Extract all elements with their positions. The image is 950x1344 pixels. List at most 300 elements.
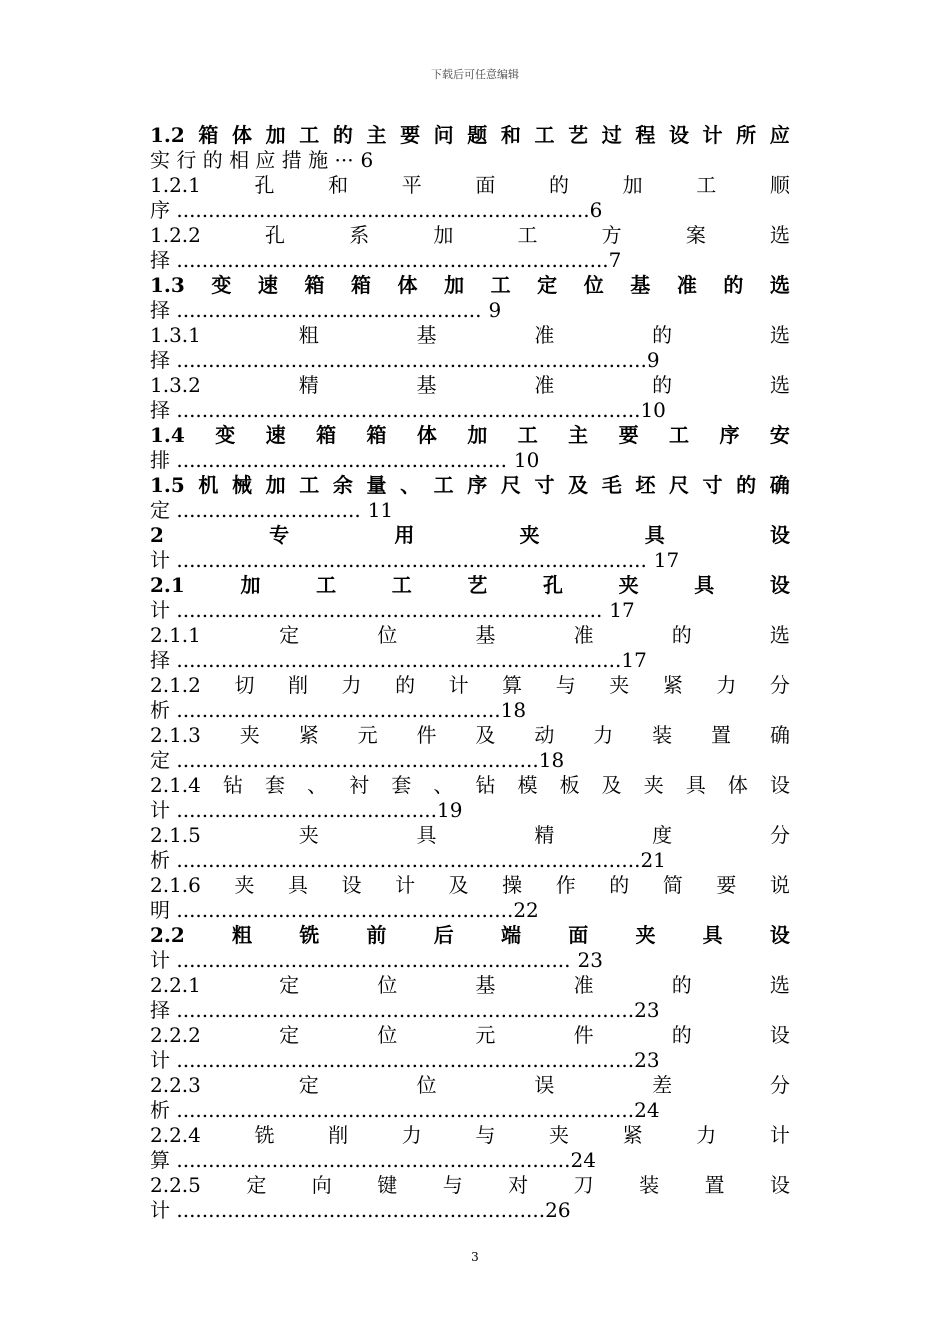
toc-entry-leader-line <box>150 348 790 373</box>
toc-entry-title-char: 和 <box>500 123 521 147</box>
toc-entry-title-char: 度 <box>652 823 673 847</box>
toc-entry[interactable] <box>150 1073 790 1123</box>
toc-entry-title-char: 具 <box>685 773 706 797</box>
toc-entry-number: 1.2 <box>150 123 185 147</box>
toc-entry-title-char: 削 <box>287 673 308 697</box>
toc-entry-page: 10 <box>640 398 666 422</box>
toc-entry-title-char: 的 <box>609 873 630 897</box>
toc-entry-title-char: 铣 <box>299 923 320 947</box>
toc-entry-title-char: 准 <box>573 623 594 647</box>
toc-entry-title-char: 主 <box>568 423 589 447</box>
toc-entry-title-char: 体 <box>397 273 418 297</box>
toc-entry-title-char: 基 <box>475 623 496 647</box>
toc-entry-leader-line <box>150 498 790 523</box>
toc-entry-leader-line <box>150 298 790 323</box>
toc-entry-title-char: 与 <box>475 1123 496 1147</box>
toc-entry-page: 10 <box>513 448 540 472</box>
toc-entry-title-char: 及 <box>475 723 496 747</box>
toc-entry-leader: 序 ................................................................. <box>150 198 590 222</box>
toc-entry-title-line <box>150 1023 790 1048</box>
toc-entry-title-char: 变 <box>215 423 236 447</box>
toc-entry-leader-line <box>150 848 790 873</box>
toc-entry-title-char: 及 <box>568 473 589 497</box>
toc-entry-number: 2.1.3 <box>150 723 201 747</box>
toc-entry[interactable] <box>150 673 790 723</box>
toc-entry-title-char: 设 <box>769 1023 790 1047</box>
toc-entry-title-char: 具 <box>416 823 437 847</box>
toc-entry-number: 1.3.2 <box>150 373 201 397</box>
toc-entry-title-char: 工 <box>391 573 412 597</box>
toc-entry-leader: 计 .............................................................. <box>150 948 571 972</box>
toc-entry-title-line <box>150 273 790 298</box>
toc-entry-title-line <box>150 1073 790 1098</box>
toc-entry-number: 1.5 <box>150 473 185 497</box>
toc-entry-title-char: 加 <box>240 573 261 597</box>
toc-entry-leader-line <box>150 548 790 573</box>
toc-entry-title-char: 速 <box>257 273 278 297</box>
toc-entry-title-char: 序 <box>467 473 488 497</box>
toc-entry-title-char: 主 <box>366 123 387 147</box>
toc-entry-title-char: 坯 <box>635 473 656 497</box>
toc-entry-title-char: 方 <box>601 223 622 247</box>
toc-entry-leader: 算 .............................................................. <box>150 1148 571 1172</box>
toc-entry[interactable] <box>150 523 790 573</box>
toc-entry-title-line <box>150 473 790 498</box>
toc-entry-page: 23 <box>634 998 660 1022</box>
toc-entry-number: 2.2.5 <box>150 1173 201 1197</box>
toc-entry[interactable] <box>150 373 790 423</box>
toc-entry-title-char: 工 <box>299 473 320 497</box>
toc-entry-title-line <box>150 423 790 448</box>
toc-entry-title-char: 与 <box>442 1173 463 1197</box>
toc-entry-title-line <box>150 123 790 148</box>
toc-entry-title-char: 孔 <box>265 223 286 247</box>
toc-entry-title-char: 对 <box>508 1173 529 1197</box>
toc-entry[interactable] <box>150 173 790 223</box>
toc-entry-leader-line <box>150 1048 790 1073</box>
toc-entry-title-char: 力 <box>696 1123 717 1147</box>
toc-entry-leader: 实 行 的 相 应 措 施 ··· <box>150 148 354 172</box>
toc-entry-number: 2.1.4 <box>150 773 201 797</box>
toc-entry-title-char: 基 <box>630 273 651 297</box>
toc-entry-title-char: 面 <box>568 923 589 947</box>
toc-entry-title-char: 变 <box>211 273 232 297</box>
toc-entry-title-char: 量 <box>366 473 387 497</box>
toc-entry-leader: 择 .......................................................................... <box>150 348 647 372</box>
toc-entry-page: 6 <box>360 148 374 172</box>
toc-entry-title-char: 孔 <box>254 173 275 197</box>
toc-entry[interactable] <box>150 723 790 773</box>
toc-entry-leader: 择 ...................................................................... <box>150 648 622 672</box>
toc-entry-page: 17 <box>653 548 680 572</box>
toc-entry-number: 1.3.1 <box>150 323 201 347</box>
toc-entry-page: 17 <box>621 648 647 672</box>
toc-entry-title-char: 夹 <box>609 673 630 697</box>
toc-entry-title-char: 基 <box>416 323 437 347</box>
page-header: 下载后可任意编辑 <box>431 68 519 81</box>
toc-entry-leader-line <box>150 248 790 273</box>
toc-entry-title-char: 箱 <box>366 423 387 447</box>
toc-entry-title-char: 的 <box>723 273 744 297</box>
toc-entry-page: 18 <box>500 698 527 722</box>
toc-entry-leader: 析 ................................................... <box>150 698 501 722</box>
toc-entry-title-char: 装 <box>639 1173 660 1197</box>
toc-entry-title-char: 加 <box>433 223 454 247</box>
toc-entry-title-char: 用 <box>394 523 415 547</box>
toc-entry-title-line <box>150 573 790 598</box>
toc-entry-title-char: 应 <box>769 123 790 147</box>
toc-entry-title-char: 计 <box>702 123 723 147</box>
toc-entry-leader-line <box>150 1148 790 1173</box>
toc-entry-title-char: 工 <box>517 223 538 247</box>
toc-entry-title-char: 夹 <box>643 773 664 797</box>
toc-entry-title-char: 箱 <box>304 273 325 297</box>
toc-entry-title-char: 衬 <box>349 773 370 797</box>
toc-entry[interactable] <box>150 823 790 873</box>
toc-entry-title-char: 操 <box>502 873 523 897</box>
toc-entry-title-char: 位 <box>583 273 604 297</box>
toc-entry-title-char: 平 <box>401 173 422 197</box>
toc-entry-page: 22 <box>513 898 539 922</box>
toc-entry-title-char: 加 <box>467 423 488 447</box>
toc-entry-title-char: 紧 <box>298 723 319 747</box>
toc-entry-title-char: 设 <box>769 523 790 547</box>
toc-entry[interactable] <box>150 1023 790 1073</box>
toc-entry[interactable] <box>150 473 790 523</box>
toc-entry-title-char: 要 <box>716 873 737 897</box>
toc-entry-title-char: 夹 <box>239 723 260 747</box>
toc-entry-title-char: 设 <box>769 1173 790 1197</box>
toc-entry-page: 17 <box>609 598 635 622</box>
toc-entry-title-char: 夹 <box>549 1123 570 1147</box>
toc-entry-title-char: 计 <box>769 1123 790 1147</box>
toc-entry-title-char: 定 <box>298 1073 319 1097</box>
toc-entry-title-char: 机 <box>198 473 219 497</box>
toc-entry[interactable] <box>150 423 790 473</box>
toc-entry-title-char: 置 <box>711 723 732 747</box>
toc-entry-title-char: 的 <box>671 973 692 997</box>
toc-entry-title-char: 安 <box>769 423 790 447</box>
toc-entry-leader-line <box>150 698 790 723</box>
toc-entry-title-char: 的 <box>332 123 353 147</box>
toc-entry-title-char: 定 <box>279 1023 300 1047</box>
toc-entry-title-char: 工 <box>299 123 320 147</box>
toc-entry-title-char: 钻 <box>222 773 243 797</box>
toc-entry-title-char: 设 <box>341 873 362 897</box>
toc-entry-leader-line <box>150 148 790 173</box>
toc-entry-title-char: 力 <box>716 673 737 697</box>
toc-entry-title-char: 力 <box>401 1123 422 1147</box>
toc-entry-title-char: 力 <box>341 673 362 697</box>
toc-entry-title-char: 程 <box>635 123 656 147</box>
toc-entry-title-line <box>150 923 790 948</box>
toc-entry-page: 26 <box>545 1198 571 1222</box>
toc-entry-title-char: 夹 <box>234 873 255 897</box>
page-number: 3 <box>471 1250 479 1264</box>
toc-entry-title-char: 紧 <box>622 1123 643 1147</box>
toc-entry-title-char: 选 <box>769 973 790 997</box>
toc-entry-title-char: 设 <box>769 773 790 797</box>
toc-entry-leader: 明 ..................................................... <box>150 898 514 922</box>
toc-entry-title-char: 的 <box>549 173 570 197</box>
toc-entry-title-char: 套 <box>265 773 286 797</box>
toc-entry-leader: 定 ............................. <box>150 498 361 522</box>
toc-entry-leader-line <box>150 648 790 673</box>
toc-entry-title-char: 准 <box>573 973 594 997</box>
toc-entry-title-line <box>150 623 790 648</box>
toc-entry-title-char: 说 <box>769 873 790 897</box>
toc-entry[interactable] <box>150 973 790 1023</box>
toc-entry-title-char: 位 <box>416 1073 437 1097</box>
toc-entry-leader-line <box>150 998 790 1023</box>
toc-entry-title-char: 基 <box>416 373 437 397</box>
toc-entry-title-char: 设 <box>668 123 689 147</box>
toc-entry-title-char: 面 <box>475 173 496 197</box>
toc-entry-title-line <box>150 973 790 998</box>
toc-entry-title-char: 箱 <box>198 123 219 147</box>
toc-entry-title-char: 工 <box>517 423 538 447</box>
toc-entry[interactable] <box>150 573 790 623</box>
toc-entry-title-line <box>150 1173 790 1198</box>
toc-entry-leader-line <box>150 1198 790 1223</box>
toc-entry-title-char: 铣 <box>254 1123 275 1147</box>
toc-entry-title-char: 的 <box>671 1023 692 1047</box>
toc-entry-leader-line <box>150 948 790 973</box>
toc-entry-leader-line <box>150 198 790 223</box>
toc-entry-title-char: 套 <box>391 773 412 797</box>
toc-entry-title-char: 及 <box>448 873 469 897</box>
toc-entry-title-char: 定 <box>246 1173 267 1197</box>
toc-entry-title-line <box>150 673 790 698</box>
toc-entry-title-char: 装 <box>652 723 673 747</box>
toc-entry-title-char: 元 <box>357 723 378 747</box>
toc-entry-title-char: 基 <box>475 973 496 997</box>
toc-entry-page: 6 <box>589 198 603 222</box>
toc-entry-number: 2.2.4 <box>150 1123 201 1147</box>
toc-entry-title-char: 工 <box>433 473 454 497</box>
toc-entry-number: 2.2.2 <box>150 1023 201 1047</box>
toc-entry-title-char: 分 <box>769 823 790 847</box>
toc-entry-title-char: 和 <box>328 173 349 197</box>
toc-entry-title-char: 箱 <box>350 273 371 297</box>
toc-entry[interactable] <box>150 123 790 173</box>
toc-entry-title-char: 艺 <box>467 573 488 597</box>
toc-entry-leader: 排 .................................................... <box>150 448 507 472</box>
toc-entry-title-char: 余 <box>332 473 353 497</box>
toc-entry-leader: 定 ......................................................... <box>150 748 539 772</box>
toc-entry-leader: 计 .......................................................... <box>150 1198 546 1222</box>
toc-entry-title-line <box>150 873 790 898</box>
table-of-contents <box>150 123 790 1223</box>
toc-entry-title-char: 工 <box>696 173 717 197</box>
toc-entry-title-char: 紧 <box>662 673 683 697</box>
toc-entry-title-char: 尺 <box>668 473 689 497</box>
toc-entry[interactable] <box>150 873 790 923</box>
toc-entry-title-char: 位 <box>377 623 398 647</box>
toc-entry-title-char: 位 <box>377 973 398 997</box>
toc-entry-title-char: 所 <box>736 123 757 147</box>
toc-entry-title-char: 艺 <box>568 123 589 147</box>
toc-entry-title-char: 定 <box>279 623 300 647</box>
toc-entry-title-char: 前 <box>366 923 387 947</box>
toc-entry-title-char: 加 <box>265 123 286 147</box>
toc-entry-leader: 计 .......................................................................... <box>150 548 647 572</box>
toc-entry-number: 1.3 <box>150 273 185 297</box>
toc-entry-leader-line <box>150 798 790 823</box>
toc-entry-title-line <box>150 1123 790 1148</box>
toc-entry-number: 2.1.2 <box>150 673 201 697</box>
toc-entry-number: 2 <box>150 523 164 547</box>
toc-entry-title-char: 系 <box>349 223 370 247</box>
toc-entry-title-char: 具 <box>694 573 715 597</box>
toc-entry-title-char: 粗 <box>298 323 319 347</box>
toc-entry-title-char: 准 <box>534 373 555 397</box>
toc-entry-title-char: 动 <box>534 723 555 747</box>
toc-entry-title-char: 简 <box>662 873 683 897</box>
toc-entry[interactable] <box>150 323 790 373</box>
toc-entry-title-char: 工 <box>534 123 555 147</box>
toc-entry-title-char: 工 <box>669 423 690 447</box>
toc-entry-title-char: 设 <box>769 923 790 947</box>
toc-entry-title-line <box>150 823 790 848</box>
toc-entry-title-char: 专 <box>269 523 290 547</box>
toc-entry-leader: 计 ................................................................... <box>150 598 603 622</box>
toc-entry-leader: 择 ........................................................................ <box>150 998 635 1022</box>
toc-entry-number: 2.1.5 <box>150 823 201 847</box>
toc-entry-title-char: 向 <box>311 1173 332 1197</box>
toc-entry-title-char: 钻 <box>475 773 496 797</box>
toc-entry-leader-line <box>150 598 790 623</box>
toc-entry-title-char: 分 <box>769 1073 790 1097</box>
toc-entry-title-char: 工 <box>316 573 337 597</box>
toc-entry-title-char: 分 <box>769 673 790 697</box>
toc-entry-title-char: 件 <box>573 1023 594 1047</box>
toc-entry-title-char: 加 <box>622 173 643 197</box>
toc-entry-title-char: 、 <box>307 773 328 797</box>
toc-entry-title-char: 、 <box>400 473 421 497</box>
toc-entry-title-char: 具 <box>644 523 665 547</box>
toc-entry-title-line <box>150 223 790 248</box>
toc-entry-title-char: 、 <box>433 773 454 797</box>
toc-entry-title-char: 的 <box>652 323 673 347</box>
toc-entry-page: 18 <box>538 748 565 772</box>
toc-entry-title-char: 准 <box>676 273 697 297</box>
toc-entry-leader: 择 ................................................ <box>150 298 482 322</box>
toc-entry-title-char: 选 <box>769 623 790 647</box>
toc-entry-title-char: 选 <box>769 323 790 347</box>
toc-entry[interactable] <box>150 623 790 673</box>
toc-entry-title-char: 案 <box>685 223 706 247</box>
toc-entry-title-char: 位 <box>377 1023 398 1047</box>
toc-entry-page: 9 <box>646 348 660 372</box>
toc-entry-title-char: 寸 <box>702 473 723 497</box>
toc-entry-title-char: 的 <box>652 373 673 397</box>
toc-entry-title-char: 精 <box>298 373 319 397</box>
toc-entry-page: 19 <box>437 798 463 822</box>
toc-entry-title-char: 粗 <box>232 923 253 947</box>
toc-entry-title-char: 夹 <box>635 923 656 947</box>
toc-entry-number: 2.2 <box>150 923 185 947</box>
toc-entry-title-char: 夹 <box>618 573 639 597</box>
toc-entry-title-char: 夹 <box>519 523 540 547</box>
toc-entry[interactable] <box>150 773 790 823</box>
toc-entry-leader: 析 ......................................................................... <box>150 848 641 872</box>
toc-entry-title-char: 切 <box>234 673 255 697</box>
toc-entry-leader-line <box>150 748 790 773</box>
toc-entry-leader: 计 ......................................... <box>150 798 438 822</box>
toc-entry-number: 1.2.1 <box>150 173 201 197</box>
toc-entry-title-char: 置 <box>704 1173 725 1197</box>
toc-entry-title-char: 算 <box>502 673 523 697</box>
toc-entry-title-char: 孔 <box>543 573 563 597</box>
toc-entry-leader: 择 .................................................................... <box>150 248 609 272</box>
toc-entry-title-char: 题 <box>467 123 488 147</box>
toc-entry-title-char: 精 <box>534 823 555 847</box>
toc-entry-title-line <box>150 323 790 348</box>
toc-entry[interactable] <box>150 223 790 273</box>
toc-entry-title-char: 确 <box>769 473 790 497</box>
toc-entry-title-char: 体 <box>416 423 437 447</box>
toc-entry-number: 1.2.2 <box>150 223 201 247</box>
toc-entry-title-char: 具 <box>702 923 723 947</box>
toc-entry-title-char: 件 <box>416 723 437 747</box>
toc-entry-title-char: 速 <box>265 423 286 447</box>
toc-entry-title-line <box>150 373 790 398</box>
toc-entry-leader-line <box>150 898 790 923</box>
toc-entry-title-char: 准 <box>534 323 555 347</box>
toc-entry-title-char: 后 <box>433 923 454 947</box>
toc-entry-title-char: 板 <box>559 773 580 797</box>
toc-entry-title-char: 加 <box>444 273 465 297</box>
toc-entry-page: 7 <box>608 248 622 272</box>
toc-entry[interactable] <box>150 923 790 973</box>
toc-entry-number: 2.1 <box>150 573 185 597</box>
toc-entry-title-char: 计 <box>395 873 416 897</box>
toc-entry-title-char: 夹 <box>298 823 319 847</box>
toc-entry-page: 23 <box>577 948 603 972</box>
toc-entry-title-char: 毛 <box>601 473 622 497</box>
toc-entry-title-char: 体 <box>727 773 748 797</box>
toc-entry-title-char: 端 <box>500 923 521 947</box>
toc-entry-page: 11 <box>367 498 394 522</box>
toc-entry-title-char: 的 <box>671 623 692 647</box>
toc-entry-title-char: 定 <box>537 273 558 297</box>
toc-entry-title-char: 问 <box>433 123 454 147</box>
toc-entry-title-char: 顺 <box>769 173 790 197</box>
toc-entry-title-char: 设 <box>769 573 790 597</box>
toc-entry[interactable] <box>150 273 790 323</box>
toc-entry-title-line <box>150 523 790 548</box>
toc-entry-page: 24 <box>634 1098 660 1122</box>
toc-entry-title-line <box>150 173 790 198</box>
toc-entry-title-char: 差 <box>652 1073 673 1097</box>
toc-entry-title-char: 的 <box>395 673 416 697</box>
toc-entry-title-char: 力 <box>593 723 614 747</box>
toc-entry-title-char: 误 <box>534 1073 555 1097</box>
toc-entry-title-char: 定 <box>279 973 300 997</box>
toc-entry[interactable] <box>150 1173 790 1223</box>
toc-entry-page: 9 <box>488 298 502 322</box>
toc-entry-title-char: 选 <box>769 273 790 297</box>
toc-entry-title-char: 元 <box>475 1023 496 1047</box>
toc-entry-title-char: 作 <box>555 873 576 897</box>
toc-entry-title-char: 键 <box>377 1173 398 1197</box>
toc-entry-number: 2.2.1 <box>150 973 201 997</box>
toc-entry[interactable] <box>150 1123 790 1173</box>
toc-entry-leader: 计 ........................................................................ <box>150 1048 635 1072</box>
toc-entry-title-char: 与 <box>555 673 576 697</box>
toc-entry-number: 2.2.3 <box>150 1073 201 1097</box>
